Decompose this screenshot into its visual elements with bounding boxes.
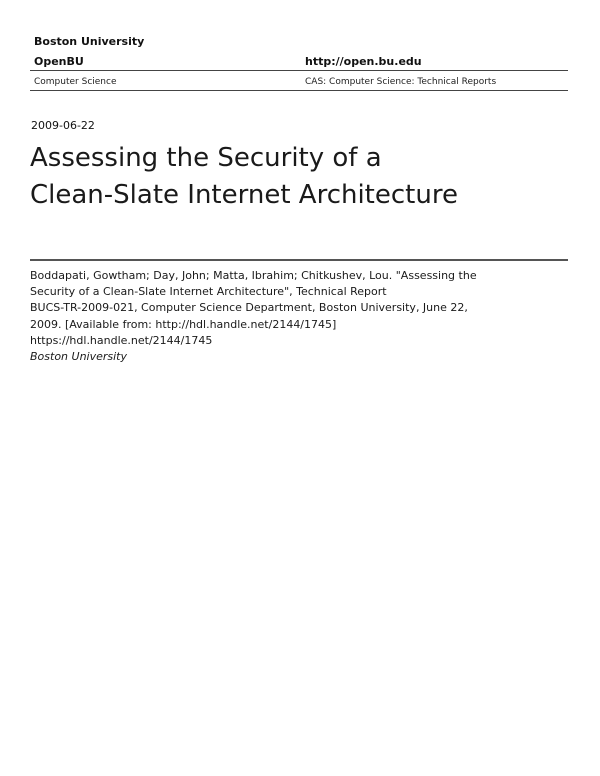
department-label: Computer Science — [34, 77, 117, 87]
citation-line: 2009. [Available from: http://hdl.handle.net/2144/1745] — [30, 317, 337, 331]
repository-url-link[interactable]: http://open.bu.edu — [305, 55, 422, 68]
citation-line: BUCS-TR-2009-021, Computer Science Department, Boston University, June 22, — [30, 301, 468, 315]
citation-block — [30, 268, 480, 365]
header-divider-bottom — [30, 90, 568, 91]
document-date: 2009-06-22 — [31, 119, 95, 132]
citation-line: Security of a Clean-Slate Internet Architecture", Technical Report — [30, 285, 387, 299]
publisher-name: Boston University — [30, 350, 128, 364]
repository-name: OpenBU — [34, 55, 84, 68]
collection-link[interactable]: CAS: Computer Science: Technical Reports — [305, 77, 497, 87]
institution-name: Boston University — [34, 35, 145, 48]
header-divider-top — [30, 70, 568, 71]
title-line: Assessing the Security of a — [30, 143, 382, 173]
title-line: Clean-Slate Internet Architecture — [30, 180, 458, 210]
document-title — [30, 140, 570, 214]
title-divider — [30, 259, 568, 261]
handle-link[interactable]: https://hdl.handle.net/2144/1745 — [30, 333, 213, 347]
citation-line: Boddapati, Gowtham; Day, John; Matta, Ibrahim; Chitkushev, Lou. "Assessing the — [30, 269, 477, 282]
